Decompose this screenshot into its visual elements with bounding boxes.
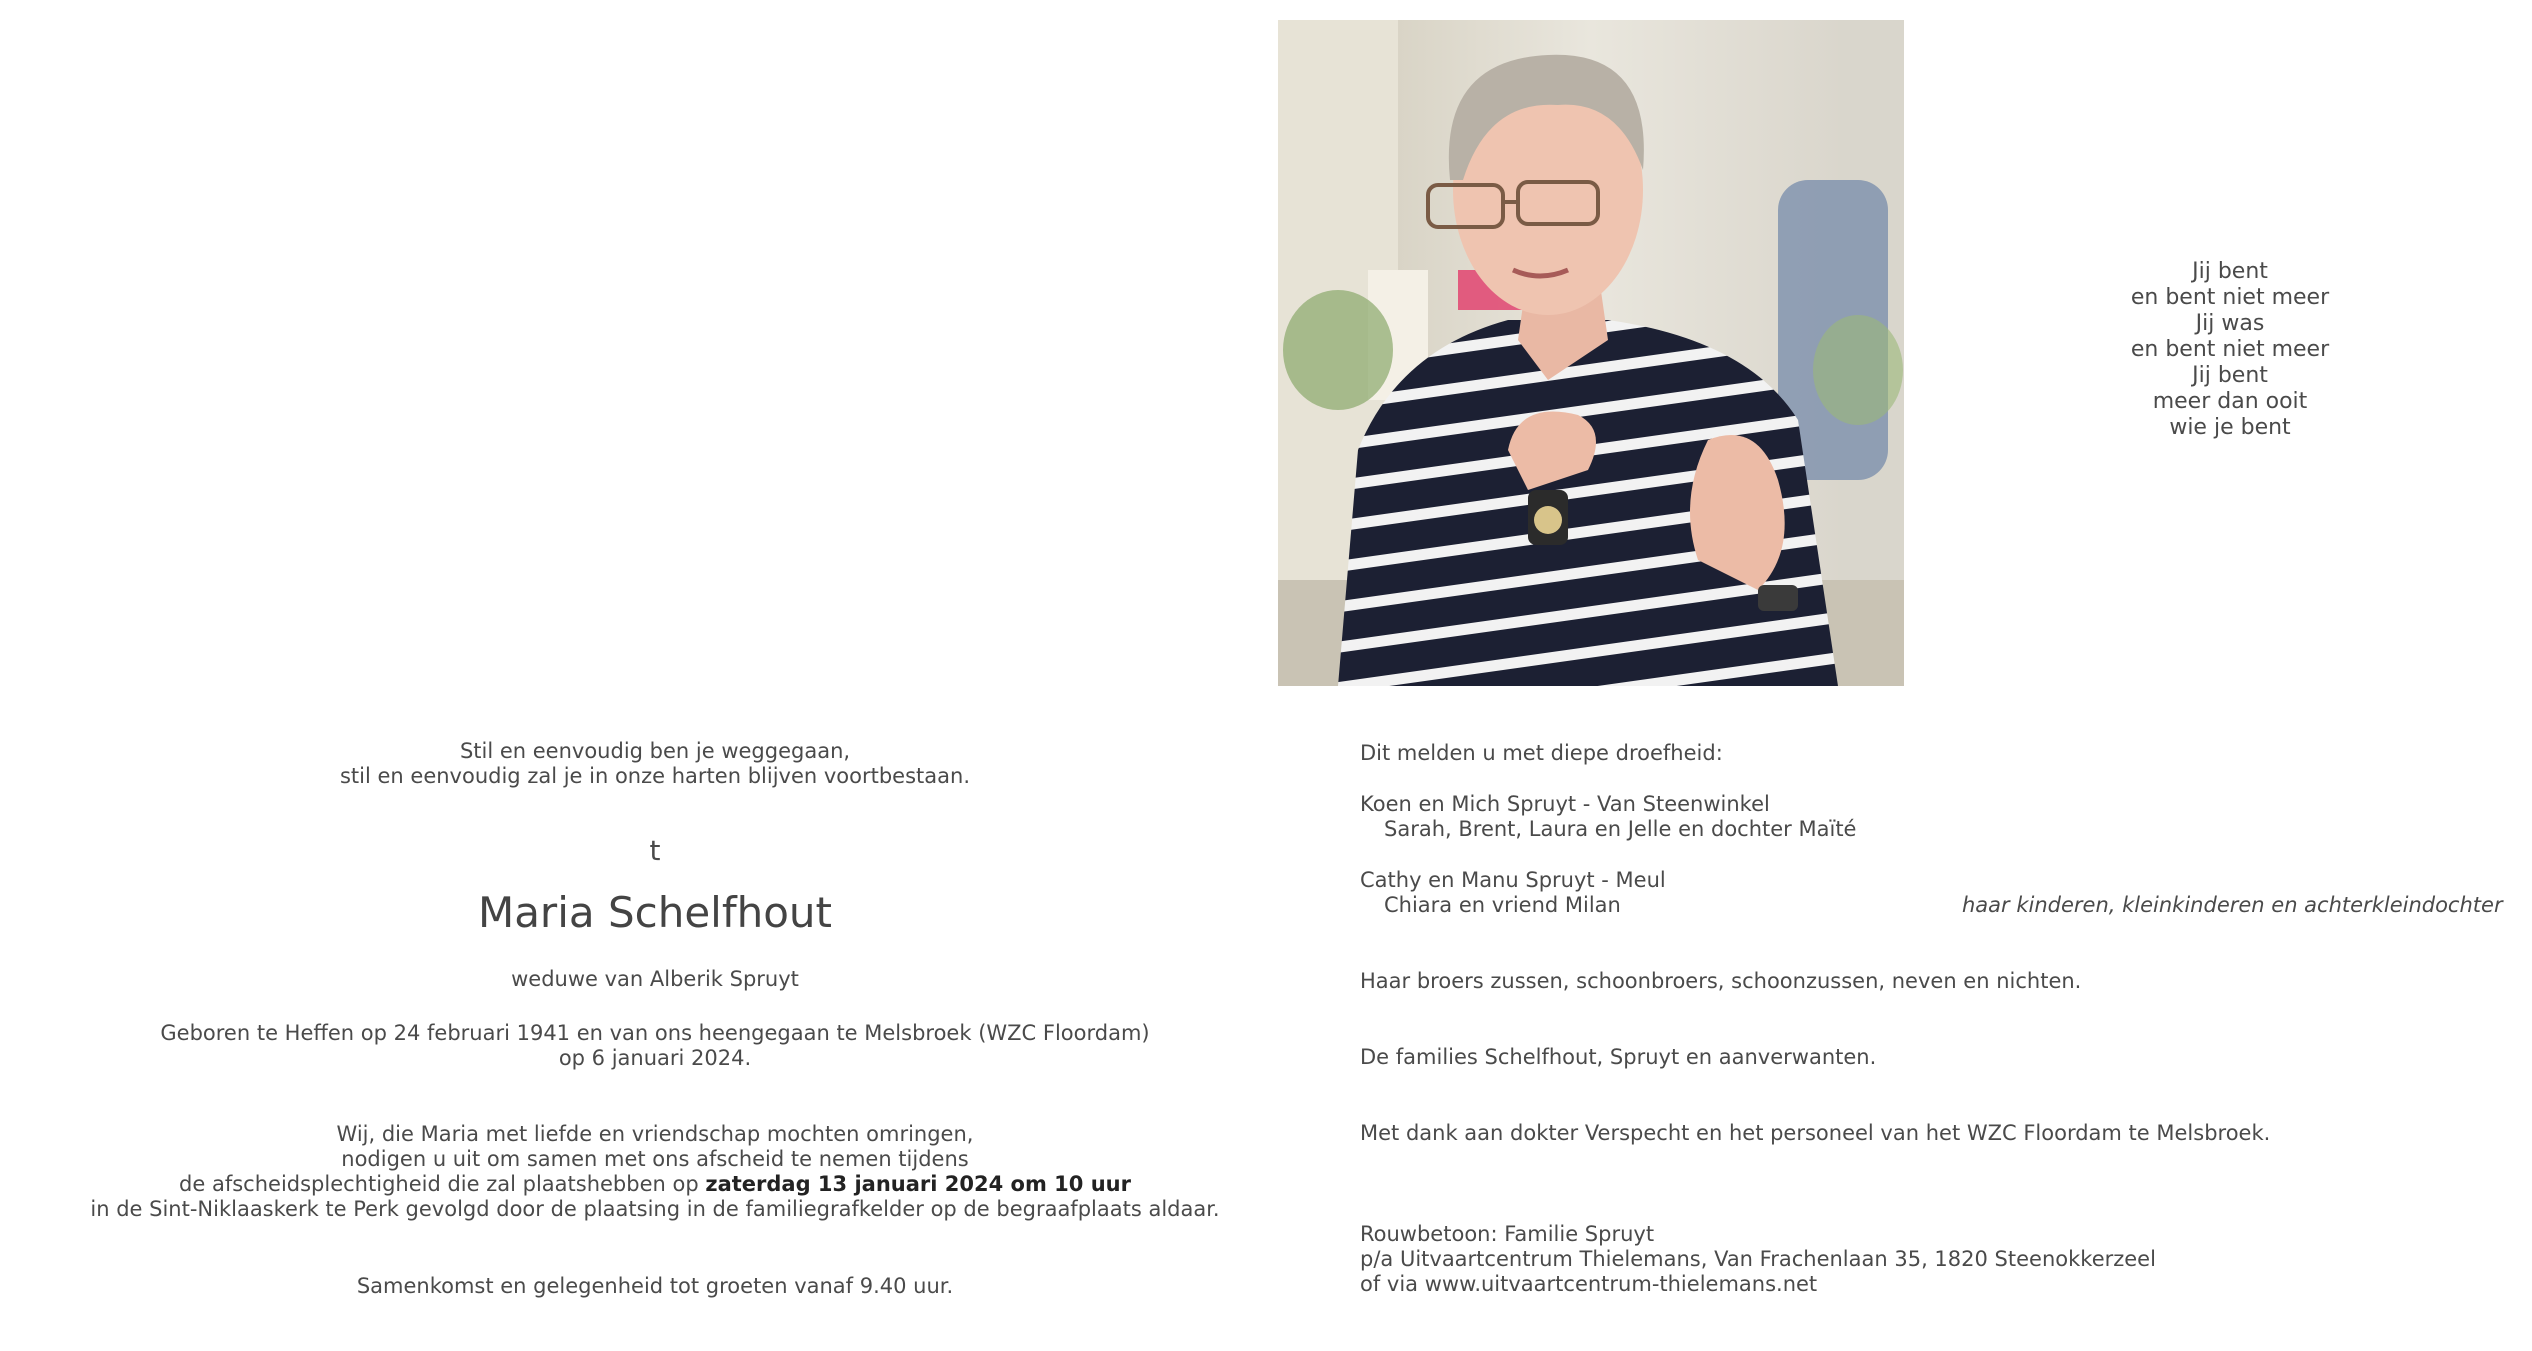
poem-line: Jij was [2195,311,2265,336]
family-children: Chiara en vriend Milan [1384,893,1621,917]
family-parents: Cathy en Manu Spruyt - Meul [1360,868,1666,892]
poem-line: en bent niet meer [2130,285,2330,310]
funeral-invitation [80,1122,1230,1222]
condolence-contact [1360,1222,2156,1297]
opening-quote [230,739,1080,789]
widow-of: weduwe van Alberik Spruyt [511,967,799,991]
contact-website: of via www.uitvaartcentrum-thielemans.net [1360,1272,1818,1296]
family-group [1360,792,1856,842]
thanks-line: Met dank aan dokter Verspecht en het personeel van het WZC Floordam te Melsbroek. [1360,1121,2271,1145]
family-parents: Koen en Mich Spruyt - Van Steenwinkel [1360,792,1770,816]
invite-line: in de Sint-Niklaaskerk te Perk gevolgd door de plaatsing in de familiegrafkelder op de begraafplaats aldaar. [90,1197,1220,1221]
born-line: op 6 januari 2024. [558,1046,752,1070]
quote-line: Stil en eenvoudig ben je weggegaan, [459,739,851,763]
deceased-name: Maria Schelfhout [477,888,833,937]
contact-line: p/a Uitvaartcentrum Thielemans, Van Frachenlaan 35, 1820 Steenokkerzeel [1360,1247,2156,1271]
invite-line-text: de afscheidsplechtigheid die zal plaatshebben op [179,1172,706,1196]
poem-line: Jij bent [2192,363,2268,388]
birth-death-details [120,1021,1190,1071]
announcement: Dit melden u met diepe droefheid: [1360,741,1723,765]
poem-line: wie je bent [2169,415,2291,440]
family-group [1360,868,1666,918]
family-children: Sarah, Brent, Laura en Jelle en dochter Maïté [1384,817,1857,841]
poem-line: meer dan ooit [2152,389,2308,414]
portrait-photo [1278,20,1904,686]
poem-line: en bent niet meer [2130,337,2330,362]
cross-symbol: t [649,834,661,867]
poem [2110,259,2350,441]
ceremony-date: zaterdag 13 januari 2024 om 10 uur [705,1172,1131,1196]
born-line: Geboren te Heffen op 24 februari 1941 en van ons heengegaan te Melsbroek (WZC Floordam) [160,1021,1150,1045]
invite-line [80,1172,1230,1197]
poem-line: Jij bent [2192,259,2268,284]
families-line: De families Schelfhout, Spruyt en aanverwanten. [1360,1045,1877,1069]
invite-line: nodigen u uit om samen met ons afscheid te nemen tijdens [341,1147,969,1171]
gathering-info: Samenkomst en gelegenheid tot groeten vanaf 9.40 uur. [356,1274,954,1298]
siblings-line: Haar broers zussen, schoonbroers, schoonzussen, neven en nichten. [1360,969,2082,993]
family-caption: haar kinderen, kleinkinderen en achterkleindochter [1962,893,2503,917]
contact-line: Rouwbetoon: Familie Spruyt [1360,1222,1655,1246]
quote-line: stil en eenvoudig zal je in onze harten blijven voortbestaan. [339,764,970,788]
invite-line: Wij, die Maria met liefde en vriendschap mochten omringen, [336,1122,974,1146]
